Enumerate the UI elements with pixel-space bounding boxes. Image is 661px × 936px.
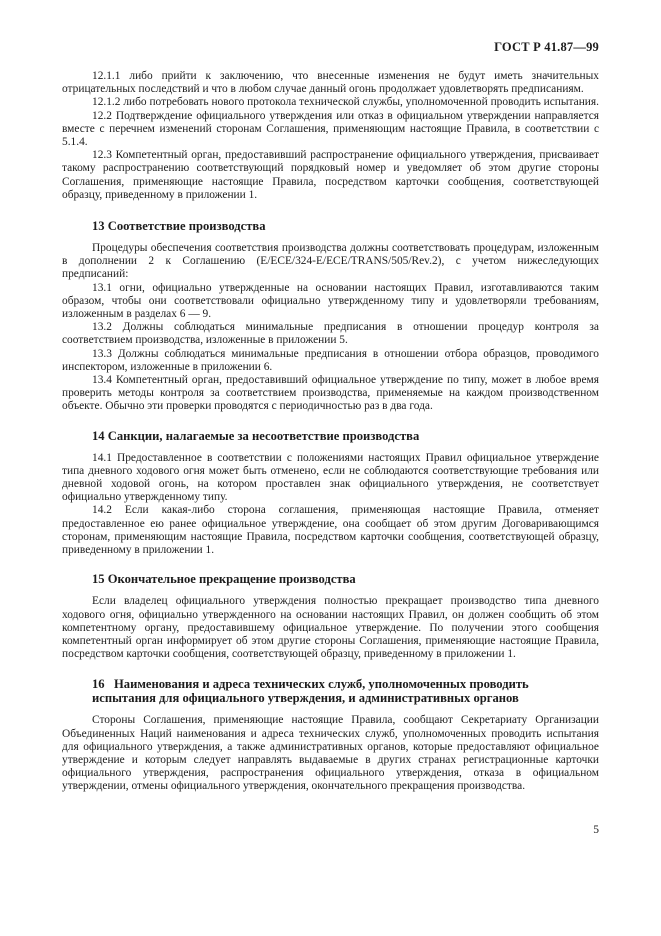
paragraph-14-1: 14.1 Предоставленное в соответствии с положениями настоящих Правил официальное утверждение типа дневного ходового огня может быть отменено, если не соблюдаются соответствующие требования или дневной ходовой огонь, на котором проставлен знак официального утверждения, не соответствует официально утвержденному типу. (62, 451, 599, 504)
paragraph-13-2: 13.2 Должны соблюдаться минимальные предписания в отношении процедур контроля за соответствием производства, изложенные в приложении 5. (62, 321, 599, 347)
paragraph-12-2: 12.2 Подтверждение официального утверждения или отказ в официальном утверждении направляется вместе с перечнем изменений сторонам Соглашения, применяющим настоящие Правила, в соответствии с 5.1.4. (62, 109, 599, 149)
page-number: 5 (593, 824, 599, 836)
section-16-paragraph: Стороны Соглашения, применяющие настоящие Правила, сообщают Секретариату Организации Объединенных Наций наименования и адреса технических служб, уполномоченных проводить испытания для официального утверждения, а также административных органов, которые предоставляют официальное утверждение и которым следует направлять выдаваемые в других странах регистрационные карточки официального утверждения, распространения официального утверждения, отказа в официальном утверждении, отмены официального утверждения, окончательного прекращения производства. (62, 714, 599, 793)
section-16-title-line-2: испытания для официального утверждения, и административных органов (92, 691, 519, 706)
section-13-intro: Процедуры обеспечения соответствия производства должны соответствовать процедурам, изложенным в дополнении 2 к Соглашению (E/ECE/324-E/ECE/TRANS/505/Rev.2), с учетом нижеследующих предписаний: (62, 242, 599, 281)
paragraph-13-3: 13.3 Должны соблюдаться минимальные предписания в отношении отбора образцов, проводимого инспектором, изложенные в приложении 6. (62, 347, 599, 373)
paragraph-13-4: 13.4 Компетентный орган, предоставивший официальное утверждение по типу, может в любое время проверить методы контроля за соответствием производства, применяемые на каждом производственном объекте. Обычно эти проверки проводятся с периодичностью раз в два года. (62, 374, 599, 413)
section-15-heading: 15 Окончательное прекращение производства (92, 572, 356, 587)
paragraph-12-1-1: 12.1.1 либо прийти к заключению, что внесенные изменения не будут иметь значительных отрицательных последствий и что в любом случае данный огонь продолжает удовлетворять предписаниям. (62, 70, 599, 96)
page-content (62, 70, 599, 794)
section-16-heading (62, 677, 599, 705)
section-13-heading: 13 Соответствие производства (92, 219, 266, 234)
paragraph-13-1: 13.1 огни, официально утвержденные на основании настоящих Правил, изготавливаются таким образом, чтобы они соответствовали официально утвержденному типу и удовлетворяли требованиям, изложенным в разделах 6 — 9. (62, 281, 599, 321)
section-15-paragraph: Если владелец официального утверждения полностью прекращает производство типа дневного ходового огня, официально утвержденного на основании настоящих Правил, он должен сообщить об этом компетентному органу, предоставившему официальное утверждение. По получении этого сообщения компетентный орган информирует об этом другие стороны Соглашения, применяющие настоящие Правила, посредством карточки сообщения, соответствующей образцу, приведенному в приложении 1. (62, 595, 599, 661)
document-code-header: ГОСТ Р 41.87—99 (494, 40, 599, 54)
paragraph-12-3: 12.3 Компетентный орган, предоставивший распространение официального утверждения, присваивает такому распространению соответствующий порядковый номер и уведомляет об этом другие стороны Соглашения, применяющие настоящие Правила, посредством карточки сообщения, соответствующей образцу, приведенному в приложении 1. (62, 149, 599, 201)
section-16-number: 16 (92, 677, 105, 692)
section-16-title-line-1: Наименования и адреса технических служб, уполномоченных проводить (114, 677, 529, 692)
paragraph-12-1-2: 12.1.2 либо потребовать нового протокола технической службы, уполномоченной проводить испытания. (92, 96, 599, 109)
paragraph-14-2: 14.2 Если какая-либо сторона соглашения, применяющая настоящие Правила, отменяет предоставленное ею ранее официальное утверждение, она сообщает об этом другим Договаривающимся сторонам, применяющим настоящие Правила, посредством карточки сообщения, соответствующей образцу, приведенному в приложении 1. (62, 504, 599, 557)
section-14-heading: 14 Санкции, налагаемые за несоответствие производства (92, 428, 420, 443)
